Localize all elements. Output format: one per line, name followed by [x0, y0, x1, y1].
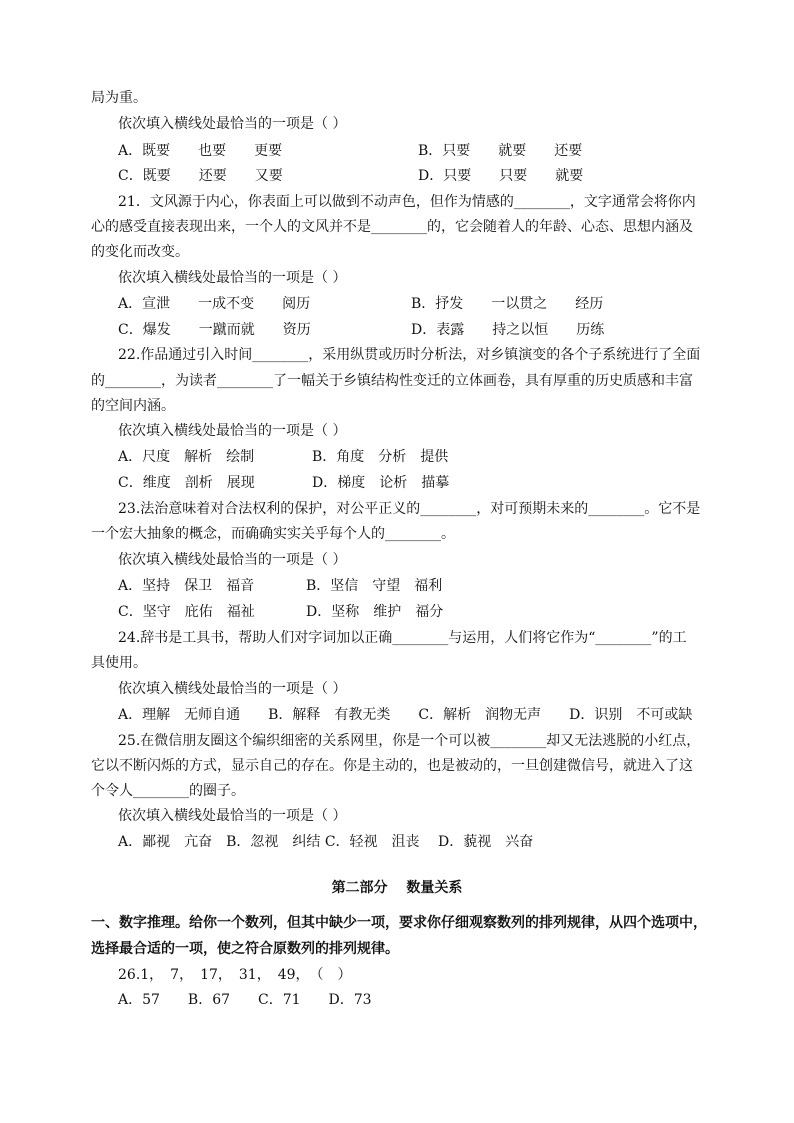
option-b: B．角度 分析 提供: [312, 449, 449, 465]
option-a: A．尺度 解析 绘制: [118, 449, 255, 465]
question-prompt: 依次填入横线处最恰当的一项是（ ）: [118, 423, 347, 439]
question-23-text: 一个宏大抽象的概念，而确确实实关乎每个人的________。: [91, 526, 455, 542]
question-22-text: 的空间内涵。: [91, 398, 175, 414]
option-b: B．抒发 一以贯之 经历: [411, 296, 604, 312]
question-prompt: 依次填入横线处最恰当的一项是（ ）: [118, 681, 347, 697]
question-prompt: 依次填入横线处最恰当的一项是（ ）: [118, 116, 347, 132]
section-title: 第二部分 数量关系: [331, 880, 463, 896]
option-b: B．只要 就要 还要: [418, 143, 583, 159]
option-c: C．爆发 一蹴而就 资历: [118, 322, 311, 338]
question-prompt: 依次填入横线处最恰当的一项是（ ）: [118, 270, 347, 286]
option-c: C．坚守 庇佑 福祉: [118, 604, 255, 620]
question-24-text: 24.辞书是工具书，帮助人们对字词加以正确________与运用，人们将它作为“________”的工: [118, 630, 687, 646]
question-25-text: 它以不断闪烁的方式，显示自己的存在。你是主动的，也是被动的，一旦创建微信号，就进入了这: [91, 758, 693, 774]
option-d: D．只要 只要 就要: [418, 168, 584, 184]
instruction-text: 选择最合适的一项，使之符合原数列的排列规律。: [91, 941, 399, 957]
question-22-text: 的________，为读者________了一幅关于乡镇结构性变迁的立体画卷，具有厚重的历史质感和丰富: [91, 373, 693, 389]
question-21-text: 的变化而改变。: [91, 244, 189, 260]
options-row: A．理解 无师自通 B．解释 有教无类 C．解析 润物无声 D．识别 不可或缺: [118, 707, 693, 723]
option-a: A．坚持 保卫 福音: [118, 578, 255, 594]
question-21-text: 心的感受直接表现出来，一个人的文风并不是________的，它会随着人的年龄、心态、思想内涵及: [91, 219, 693, 235]
question-22-text: 22.作品通过引入时间________，采用纵贯或历时分析法，对乡镇演变的各个子系统进行了全面: [118, 347, 701, 363]
options-row: A．57 B．67 C．71 D．73: [118, 992, 372, 1008]
option-d: D．表露 持之以恒 历练: [411, 322, 605, 338]
option-c: C．既要 还要 又要: [118, 168, 283, 184]
question-prompt: 依次填入横线处最恰当的一项是（ ）: [118, 552, 347, 568]
question-23-text: 23.法治意味着对合法权利的保护，对公平正义的________，对可预期未来的________。它不是: [118, 501, 701, 517]
options-row: A．鄙视 亢奋 B．忽视 纠结 C．轻视 沮丧 D．藐视 兴奋: [118, 834, 534, 850]
option-d: D．坚称 维护 福分: [306, 604, 444, 620]
option-a: A．既要 也要 更要: [118, 143, 283, 159]
question-21-text: 21．文风源于内心，你表面上可以做到不动声色，但作为情感的________，文字通常会将你内: [118, 194, 696, 210]
text-line: 局为重。: [91, 90, 147, 106]
instruction-text: 一、数字推理。给你一个数列，但其中缺少一项，要求你仔细观察数列的排列规律，从四个选项中，: [91, 915, 707, 931]
option-d: D．梯度 论析 描摹: [312, 475, 450, 491]
question-prompt: 依次填入横线处最恰当的一项是（ ）: [118, 808, 347, 824]
question-25-text: 个令人________的圈子。: [91, 783, 245, 799]
question-24-text: 具使用。: [91, 655, 147, 671]
option-a: A．宣泄 一成不变 阅历: [118, 296, 311, 312]
question-25-text: 25.在微信朋友圈这个编织细密的关系网里，你是一个可以被________却又无法逃脱的小红点，: [118, 733, 701, 749]
option-c: C．维度 剖析 展现: [118, 475, 255, 491]
question-26-text: 26.1， 7， 17， 31， 49， （ ）: [118, 967, 352, 983]
option-b: B．坚信 守望 福利: [306, 578, 443, 594]
